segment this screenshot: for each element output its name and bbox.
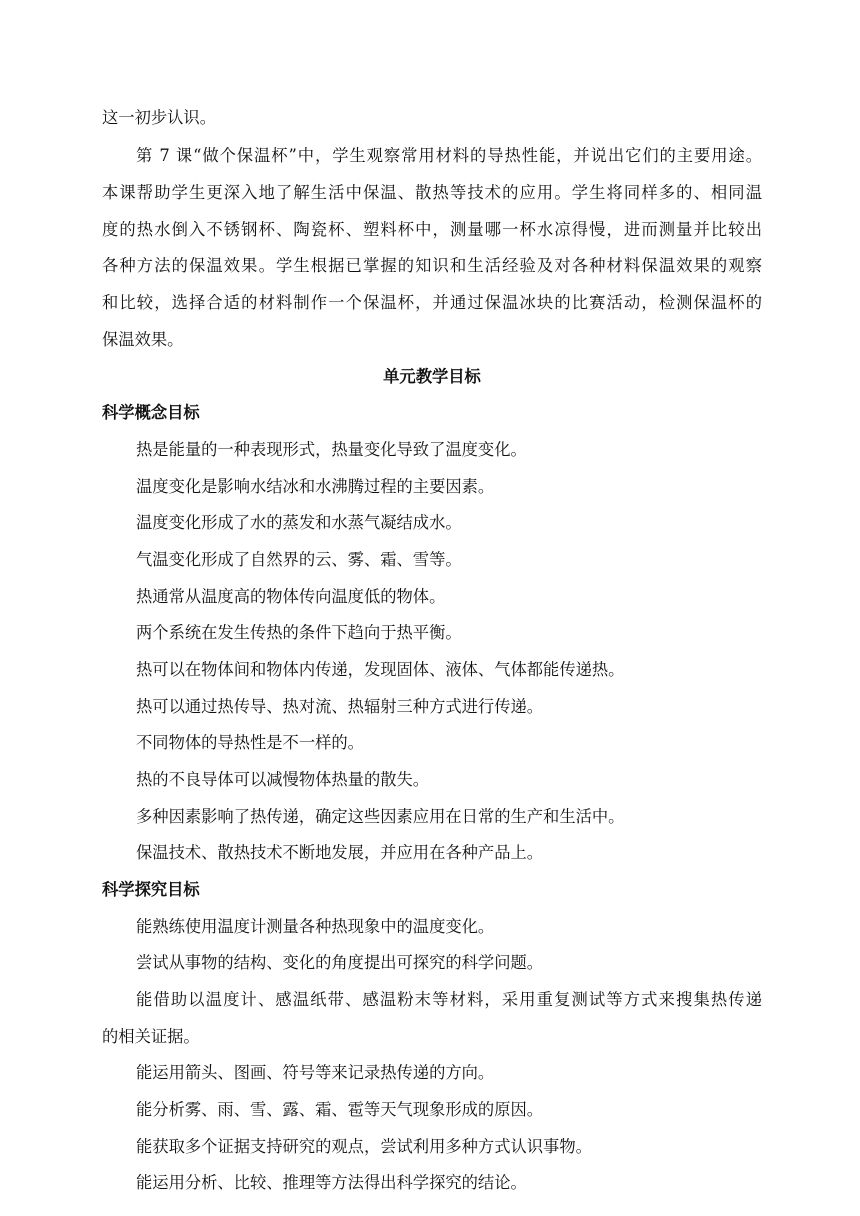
concept-goals-heading: 科学概念目标	[102, 403, 200, 422]
concept-goal-item: 热可以在物体间和物体内传递，发现固体、液体、气体都能传递热。	[136, 660, 625, 679]
concept-goal-item: 气温变化形成了自然界的云、雾、霜、雪等。	[136, 550, 462, 569]
inquiry-goal-item: 能获取多个证据支持研究的观点，尝试利用多种方式认识事物。	[136, 1137, 592, 1156]
inquiry-goal-item: 能运用箭头、图画、符号等来记录热传递的方向。	[136, 1063, 495, 1082]
concept-goal-item: 热可以通过热传导、热对流、热辐射三种方式进行传递。	[136, 697, 544, 716]
inquiry-goal-item-continuation: 的相关证据。	[102, 1027, 200, 1046]
concept-goal-item: 两个系统在发生传热的条件下趋向于热平衡。	[136, 623, 462, 642]
unit-goals-title: 单元教学目标	[383, 367, 481, 386]
concept-goal-item: 温度变化形成了水的蒸发和水蒸气凝结成水。	[136, 513, 462, 532]
concept-goal-item: 热的不良导体可以减慢物体热量的散失。	[136, 770, 430, 789]
lesson7-line: 第 7 课“做个保温杯”中，学生观察常用材料的导热性能，并说出它们的主要用途。	[136, 146, 762, 165]
lesson7-line: 各种方法的保温效果。学生根据已掌握的知识和生活经验及对各种材料保温效果的观察	[102, 256, 762, 275]
inquiry-goal-item: 能熟练使用温度计测量各种热现象中的温度变化。	[136, 917, 495, 936]
inquiry-goal-item: 能运用分析、比较、推理等方法得出科学探究的结论。	[136, 1173, 527, 1192]
lesson7-line: 保温效果。	[102, 330, 184, 349]
lesson7-line: 度的热水倒入不锈钢杯、陶瓷杯、塑料杯中，测量哪一杯水凉得慢，进而测量并比较出	[102, 220, 762, 239]
inquiry-goal-item: 能借助以温度计、感温纸带、感温粉末等材料，采用重复测试等方式来搜集热传递	[136, 990, 762, 1009]
concept-goal-item: 不同物体的导热性是不一样的。	[136, 733, 364, 752]
concept-goal-item: 多种因素影响了热传递，确定这些因素应用在日常的生产和生活中。	[136, 807, 625, 826]
concept-goal-item: 热通常从温度高的物体传向温度低的物体。	[136, 587, 446, 606]
intro-tail: 这一初步认识。	[102, 108, 216, 127]
inquiry-goal-item: 尝试从事物的结构、变化的角度提出可探究的科学问题。	[136, 953, 544, 972]
concept-goal-item: 温度变化是影响水结冰和水沸腾过程的主要因素。	[136, 477, 495, 496]
concept-goal-item: 保温技术、散热技术不断地发展，并应用在各种产品上。	[136, 843, 544, 862]
lesson7-line: 本课帮助学生更深入地了解生活中保温、散热等技术的应用。学生将同样多的、相同温	[102, 183, 762, 202]
concept-goal-item: 热是能量的一种表现形式，热量变化导致了温度变化。	[136, 440, 527, 459]
lesson7-line: 和比较，选择合适的材料制作一个保温杯，并通过保温冰块的比赛活动，检测保温杯的	[102, 293, 762, 312]
inquiry-goal-item: 能分析雾、雨、雪、露、霜、雹等天气现象形成的原因。	[136, 1100, 544, 1119]
inquiry-goals-heading: 科学探究目标	[102, 880, 200, 899]
